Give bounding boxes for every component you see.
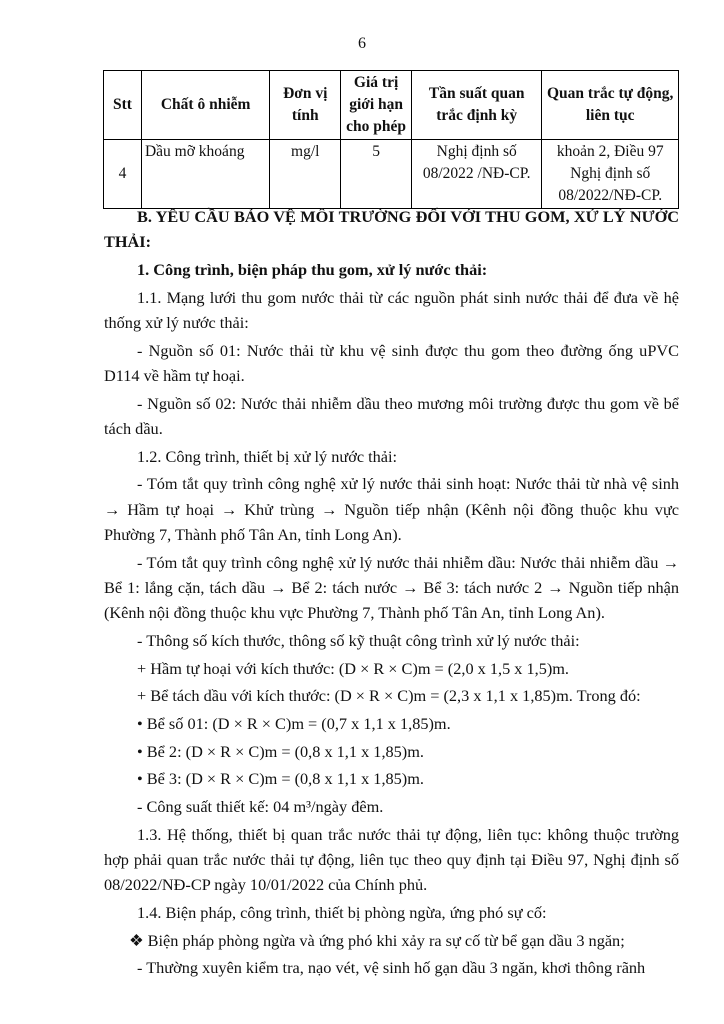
page-number: 6 xyxy=(358,35,366,52)
column-header: Đơn vị tính xyxy=(270,71,341,140)
column-header: Chất ô nhiễm xyxy=(141,71,269,140)
paragraph: - Thường xuyên kiểm tra, nạo vét, vệ sinh hố gạn dầu 3 ngăn, khơi thông rãnh xyxy=(137,958,646,978)
subsection-heading: 1. Công trình, biện pháp thu gom, xử lý nước thải: xyxy=(137,259,488,279)
table-row xyxy=(104,140,679,209)
table-cell: mg/l xyxy=(270,140,341,209)
paragraph: - Tóm tắt quy trình công nghệ xử lý nước thải sinh hoạt: Nước thải từ nhà vệ sinh → Hầm tự hoại → Khử trùng → Nguồn tiếp nhận (Kênh nội đồng thuộc khu vực Phường 7, Thành phố Tân An, tỉnh Long An). xyxy=(104,474,679,544)
table-cell: 4 xyxy=(104,140,142,209)
column-header: Quan trắc tự động, liên tục xyxy=(542,71,679,140)
section-heading: B. YÊU CẦU BẢO VỆ MÔI TRƯỜNG ĐỐI VỚI THU GOM, XỬ LÝ NƯỚC THẢI: xyxy=(104,207,679,252)
pollutant-limits-table xyxy=(103,70,679,209)
bullet-item: • Bể 3: (D × R × C)m = (0,8 x 1,1 x 1,85)m. xyxy=(137,769,424,789)
paragraph: 1.4. Biện pháp, công trình, thiết bị phòng ngừa, ứng phó sự cố: xyxy=(137,902,547,922)
column-header: Giá trị giới hạn cho phép xyxy=(341,71,412,140)
table-header-row xyxy=(104,71,679,140)
column-header: Tần suất quan trắc định kỳ xyxy=(412,71,542,140)
diamond-bullet-item: ❖ Biện pháp phòng ngừa và ứng phó khi xảy ra sự cố từ bể gạn dầu 3 ngăn; xyxy=(129,930,625,950)
paragraph: 1.1. Mạng lưới thu gom nước thải từ các nguồn phát sinh nước thải để đưa về hệ thống xử lý nước thải: xyxy=(104,287,679,332)
table-cell: Dầu mỡ khoáng xyxy=(141,140,269,209)
document-body xyxy=(104,204,679,983)
paragraph: + Hầm tự hoại với kích thước: (D × R × C)m = (2,0 x 1,5 x 1,5)m. xyxy=(137,658,570,678)
table-cell: 5 xyxy=(341,140,412,209)
paragraph: - Thông số kích thước, thông số kỹ thuật công trình xử lý nước thải: xyxy=(137,630,580,650)
bullet-item: • Bể số 01: (D × R × C)m = (0,7 x 1,1 x 1,85)m. xyxy=(137,713,451,733)
bullet-item: • Bể 2: (D × R × C)m = (0,8 x 1,1 x 1,85)m. xyxy=(137,741,424,761)
paragraph: 1.3. Hệ thống, thiết bị quan trắc nước thải tự động, liên tục: không thuộc trường hợp phải quan trắc nước thải tự động, liên tục theo quy định tại Điều 97, Nghị định số 08/2022/NĐ-CP ngày 10/01/2022 của Chính phủ. xyxy=(104,824,679,895)
column-header: Stt xyxy=(104,71,142,140)
paragraph: - Nguồn số 01: Nước thải từ khu vệ sinh được thu gom theo đường ống uPVC D114 về hầm tự hoại. xyxy=(104,340,679,385)
table-cell: Nghị định số 08/2022 /NĐ-CP. xyxy=(412,140,542,209)
table-cell: khoản 2, Điều 97 Nghị định số 08/2022/NĐ-CP. xyxy=(542,140,679,209)
paragraph: - Công suất thiết kế: 04 m³/ngày đêm. xyxy=(137,797,384,816)
paragraph: 1.2. Công trình, thiết bị xử lý nước thải: xyxy=(137,446,398,466)
paragraph: + Bể tách dầu với kích thước: (D × R × C)m = (2,3 x 1,1 x 1,85)m. Trong đó: xyxy=(137,686,641,706)
paragraph: - Tóm tắt quy trình công nghệ xử lý nước thải nhiễm dầu: Nước thải nhiễm dầu → Bể 1: lắng cặn, tách dầu → Bể 2: tách nước → Bể 3: tách nước 2 → Nguồn tiếp nhận (Kênh nội đồng thuộc khu vực Phường 7, Thành phố Tân An, tỉnh Long An). xyxy=(104,552,679,623)
paragraph: - Nguồn số 02: Nước thải nhiễm dầu theo mương môi trường được thu gom về bể tách dầu. xyxy=(104,393,679,438)
